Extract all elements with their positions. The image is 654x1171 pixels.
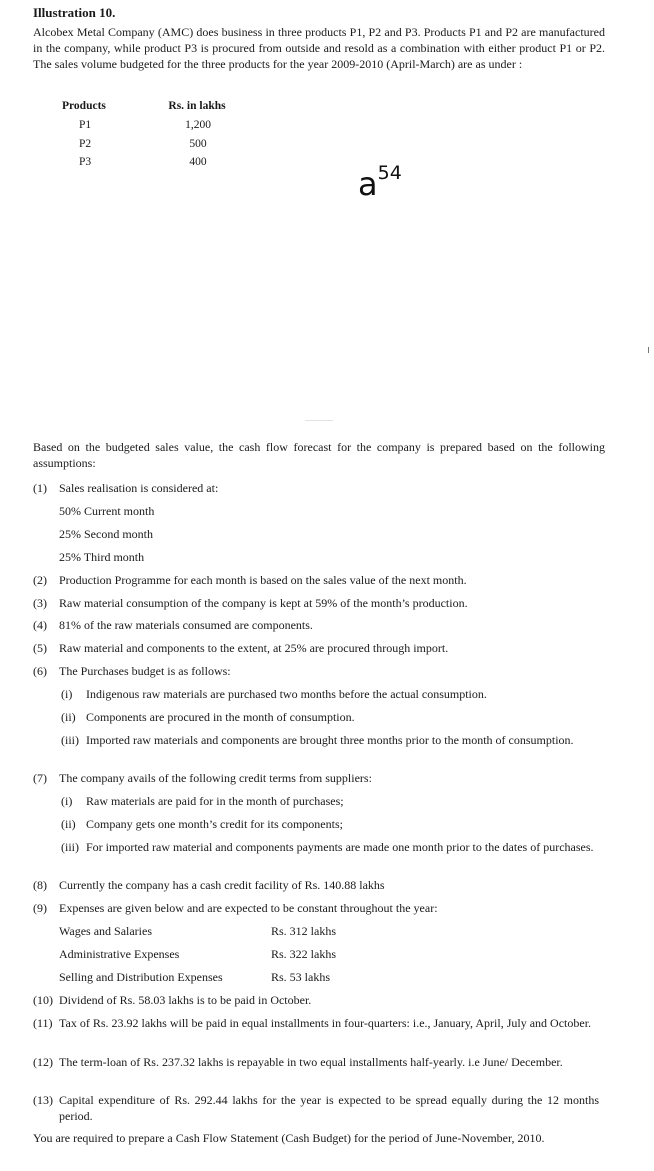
illustration-title: Illustration 10. bbox=[33, 5, 116, 20]
overlay-annotation bbox=[358, 162, 402, 203]
table-cell-product: P3 bbox=[79, 156, 92, 168]
table-cell-product: P2 bbox=[79, 138, 92, 150]
item-text: The company avails of the following credit terms from suppliers: bbox=[59, 771, 372, 785]
expense-label: Wages and Salaries bbox=[59, 924, 152, 938]
item-text: The Purchases budget is as follows: bbox=[59, 664, 231, 678]
sub-item-number: (iii) bbox=[61, 733, 79, 747]
sub-item-text: Company gets one month’s credit for its components; bbox=[86, 817, 343, 831]
expense-value: Rs. 53 lakhs bbox=[271, 970, 331, 984]
item-number: (4) bbox=[33, 618, 47, 632]
item-number: (1) bbox=[33, 481, 47, 495]
expense-value: Rs. 312 lakhs bbox=[271, 924, 337, 938]
item-number: (11) bbox=[33, 1016, 53, 1030]
item-text: Sales realisation is considered at: bbox=[59, 481, 219, 495]
item-number: (13) bbox=[33, 1093, 53, 1107]
sub-item-number: (ii) bbox=[61, 817, 76, 831]
item-text: Production Programme for each month is based on the sales value of the next month. bbox=[59, 573, 467, 587]
item-number: (10) bbox=[33, 993, 53, 1007]
sub-item-text: Imported raw materials and components are brought three months prior to the month of consumption. bbox=[86, 733, 574, 747]
item-number: (2) bbox=[33, 573, 47, 587]
item-number: (9) bbox=[33, 901, 47, 915]
table-cell-product: P1 bbox=[79, 119, 92, 131]
item-number: (3) bbox=[33, 596, 47, 610]
sub-item-number: (i) bbox=[61, 687, 73, 701]
item-text: 25% Second month bbox=[59, 527, 153, 541]
sub-item-text: For imported raw material and components payments are made one month prior to the dates of purchases. bbox=[86, 840, 594, 854]
item-text: Expenses are given below and are expected to be constant throughout the year: bbox=[59, 901, 438, 915]
item-number: (5) bbox=[33, 641, 47, 655]
sub-item-number: (ii) bbox=[61, 710, 76, 724]
table-cell-amount: 500 bbox=[189, 138, 207, 150]
final-instruction: You are required to prepare a Cash Flow Statement (Cash Budget) for the period of June-November, 2010. bbox=[33, 1131, 545, 1145]
item-text: 50% Current month bbox=[59, 504, 155, 518]
item-text: Raw material and components to the extent, at 25% are procured through import. bbox=[59, 641, 449, 655]
item-text: Capital expenditure of Rs. 292.44 lakhs for the year is expected to be spread equally during the 12 months period. bbox=[59, 1093, 599, 1123]
item-text: Currently the company has a cash credit facility of Rs. 140.88 lakhs bbox=[59, 878, 385, 892]
faint-line bbox=[305, 420, 333, 421]
item-number: (8) bbox=[33, 878, 47, 892]
item-text: Dividend of Rs. 58.03 lakhs is to be paid in October. bbox=[59, 993, 312, 1007]
expense-label: Administrative Expenses bbox=[59, 947, 180, 961]
assumptions-intro: Based on the budgeted sales value, the cash flow forecast for the company is prepared based on the following assumptions: bbox=[33, 440, 605, 470]
item-text: 25% Third month bbox=[59, 550, 145, 564]
scan-speck bbox=[648, 347, 649, 353]
table-row bbox=[60, 119, 260, 137]
sub-item-text: Indigenous raw materials are purchased two months before the actual consumption. bbox=[86, 687, 487, 701]
table-header-products: Products bbox=[62, 100, 106, 112]
table-row bbox=[60, 156, 260, 174]
table-header-amount: Rs. in lakhs bbox=[168, 100, 226, 112]
item-number: (12) bbox=[33, 1055, 53, 1069]
overlay-base: a bbox=[358, 165, 378, 203]
item-text: Raw material consumption of the company is kept at 59% of the month’s production. bbox=[59, 596, 468, 610]
item-text: Tax of Rs. 23.92 lakhs will be paid in equal installments in four-quarters: i.e., January, April, July and October. bbox=[59, 1016, 592, 1030]
item-text: The term-loan of Rs. 237.32 lakhs is repayable in two equal installments half-yearly. i.e June/ December. bbox=[59, 1055, 563, 1069]
intro-paragraph: Alcobex Metal Company (AMC) does business in three products P1, P2 and P3. Products P1 and P2 are manufactured in the company, while product P3 is procured from outside and resold as a combination with either product P1 or P2. The sales volume budgeted for the three products for the year 2009-2010 (April-March) are as under : bbox=[33, 25, 605, 71]
sub-item-number: (iii) bbox=[61, 840, 79, 854]
expense-value: Rs. 322 lakhs bbox=[271, 947, 337, 961]
table-header-row bbox=[60, 100, 260, 118]
item-number: (7) bbox=[33, 771, 47, 785]
sub-item-text: Components are procured in the month of consumption. bbox=[86, 710, 355, 724]
table-row bbox=[60, 138, 260, 156]
table-cell-amount: 1,200 bbox=[185, 119, 211, 131]
item-text: 81% of the raw materials consumed are components. bbox=[59, 618, 313, 632]
item-number: (6) bbox=[33, 664, 47, 678]
overlay-exponent: 54 bbox=[377, 162, 402, 185]
sub-item-text: Raw materials are paid for in the month of purchases; bbox=[86, 794, 344, 808]
table-cell-amount: 400 bbox=[189, 156, 207, 168]
sub-item-number: (i) bbox=[61, 794, 73, 808]
expense-label: Selling and Distribution Expenses bbox=[59, 970, 223, 984]
